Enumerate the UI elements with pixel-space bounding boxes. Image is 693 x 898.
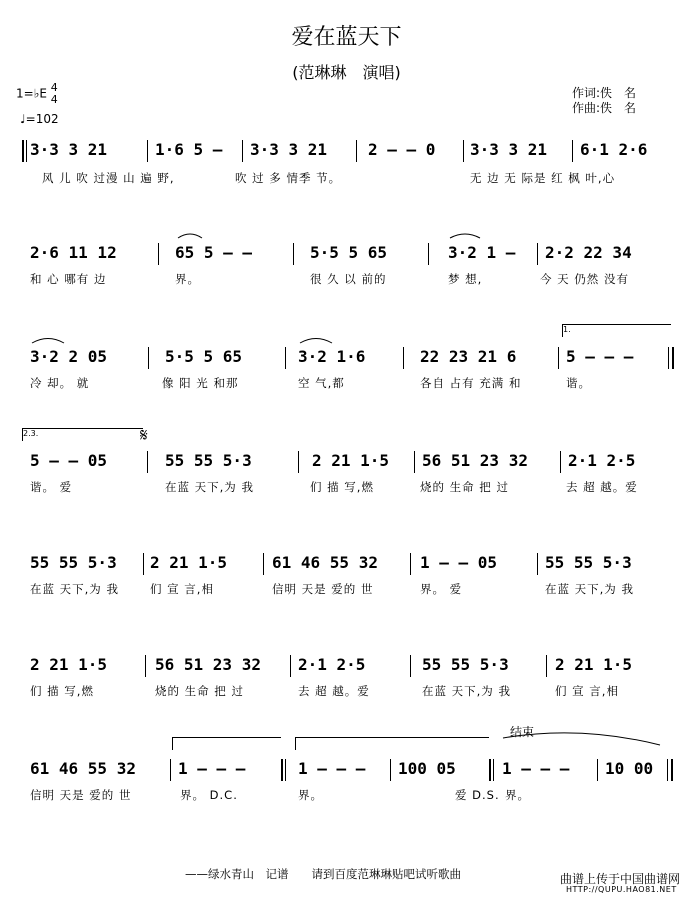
score-row-6 [0,655,693,725]
lyric: 谐。 [566,376,591,390]
measure: 1 – – 05 [420,553,498,572]
lyric: 界。 [505,788,530,802]
measure: 55 55 5·3 [165,451,252,470]
measure: 61 46 55 32 [272,553,378,572]
lyric: 们 描 写,燃 [310,480,374,494]
lyric: 在蓝 天下,为 我 [422,684,511,698]
lyric: 信明 天是 爱的 世 [272,582,374,596]
footer-note: ——绿水青山 记谱 请到百度范琳琳贴吧试听歌曲 [185,867,461,881]
measure: 56 51 23 32 [422,451,528,470]
time-bottom: 4 [50,93,58,106]
measure: 3·3 3 21 [250,140,328,159]
measure: 2 – – 0 [368,140,436,159]
ending-1: 1. [562,324,671,337]
score-row-1 [0,140,693,210]
fine-mark: 结束 [510,725,535,739]
measure: 55 55 5·3 [545,553,632,572]
lyric: 谐。 爱 [30,480,73,494]
measure: 2 21 1·5 [30,655,108,674]
lyric: 界。 爱 [420,582,463,596]
measure: 1·6 5 – [155,140,223,159]
measure: 2 21 1·5 [150,553,228,572]
measure: 1 – – – [178,759,246,778]
score-row-2 [0,243,693,313]
measure: 3·3 3 21 [470,140,548,159]
lyric: 们 宣 言,相 [150,582,214,596]
score-row-5 [0,553,693,623]
lyric: 在蓝 天下,为 我 [30,582,119,596]
lyric: 去 超 越。爱 [566,480,638,494]
measure: 2·1 2·5 [298,655,366,674]
source-stamp: 曲谱上传于中国曲谱网 [560,872,681,886]
lyric: 界。 D.C. [180,788,238,802]
measure: 5 – – – [566,347,634,366]
lyric: 空 气,都 [298,376,345,390]
source-url: HTTP://QUPU.HAO81.NET [566,885,677,894]
lyric: 爱 D.S. [455,788,500,802]
measure: 5 – – 05 [30,451,108,470]
segno-sign: 𝄋 [140,425,148,446]
measure: 1 – – – [298,759,366,778]
lyric: 烧的 生命 把 过 [155,684,244,698]
measure: 55 55 5·3 [422,655,509,674]
lyric: 烧的 生命 把 过 [420,480,509,494]
measure: 10 00 [605,759,654,778]
lyric: 今 天 仍然 没有 [540,272,629,286]
measure: 56 51 23 32 [155,655,261,674]
measure: 6·1 2·6 [580,140,648,159]
measure: 2 21 1·5 [555,655,633,674]
measure: 65 5 – – [175,243,253,262]
measure: 3·2 1 – [448,243,516,262]
song-subtitle: (范琳琳 演唱) [292,63,401,82]
lyricist: 作词:佚 名 [572,86,637,100]
lyric: 去 超 越。爱 [298,684,370,698]
lyric: 无 边 无 际是 红 枫 叶,心 [470,171,616,185]
measure: 2 21 1·5 [312,451,390,470]
lyric: 风 儿 吹 过漫 山 遍 野, [42,171,175,185]
ending-2-3: 2.3. [22,428,143,441]
measure: 3·2 1·6 [298,347,366,366]
measure: 5·5 5 65 [310,243,388,262]
measure: 55 55 5·3 [30,553,117,572]
tempo-mark: ♩=102 [20,112,59,126]
lyric: 们 描 写,燃 [30,684,94,698]
measure: 2·1 2·5 [568,451,636,470]
volta-bracket [172,737,281,750]
measure: 3·2 2 05 [30,347,108,366]
lyric: 很 久 以 前的 [310,272,387,286]
lyric: 信明 天是 爱的 世 [30,788,132,802]
score-row-7 [0,759,693,829]
lyric: 们 宣 言,相 [555,684,619,698]
lyric: 各自 占有 充满 和 [420,376,522,390]
composer: 作曲:佚 名 [572,101,637,115]
song-title: 爱在蓝天下 [291,25,402,50]
measure: 2·6 11 12 [30,243,117,262]
volta-bracket [295,737,489,750]
time-top: 4 [50,81,58,94]
measure: 100 05 [398,759,456,778]
measure: 2·2 22 34 [545,243,632,262]
measure: 5·5 5 65 [165,347,243,366]
credits [572,86,636,116]
lyric: 界。 [175,272,200,286]
key-signature [16,82,58,106]
lyric: 梦 想, [448,272,483,286]
lyric: 像 阳 光 和那 [162,376,239,390]
lyric: 冷 却。 就 [30,376,90,390]
lyric: 在蓝 天下,为 我 [165,480,254,494]
measure: 61 46 55 32 [30,759,136,778]
lyric: 界。 [298,788,323,802]
measure: 1 – – – [502,759,570,778]
lyric: 吹 过 多 情季 节。 [235,171,342,185]
lyric: 在蓝 天下,为 我 [545,582,634,596]
score-row-4 [0,429,693,521]
measure: 3·3 3 21 [30,140,108,159]
measure: 22 23 21 6 [420,347,517,366]
key-label: 1=♭E [16,86,47,101]
score-row-3 [0,325,693,417]
lyric: 和 心 哪有 边 [30,272,107,286]
